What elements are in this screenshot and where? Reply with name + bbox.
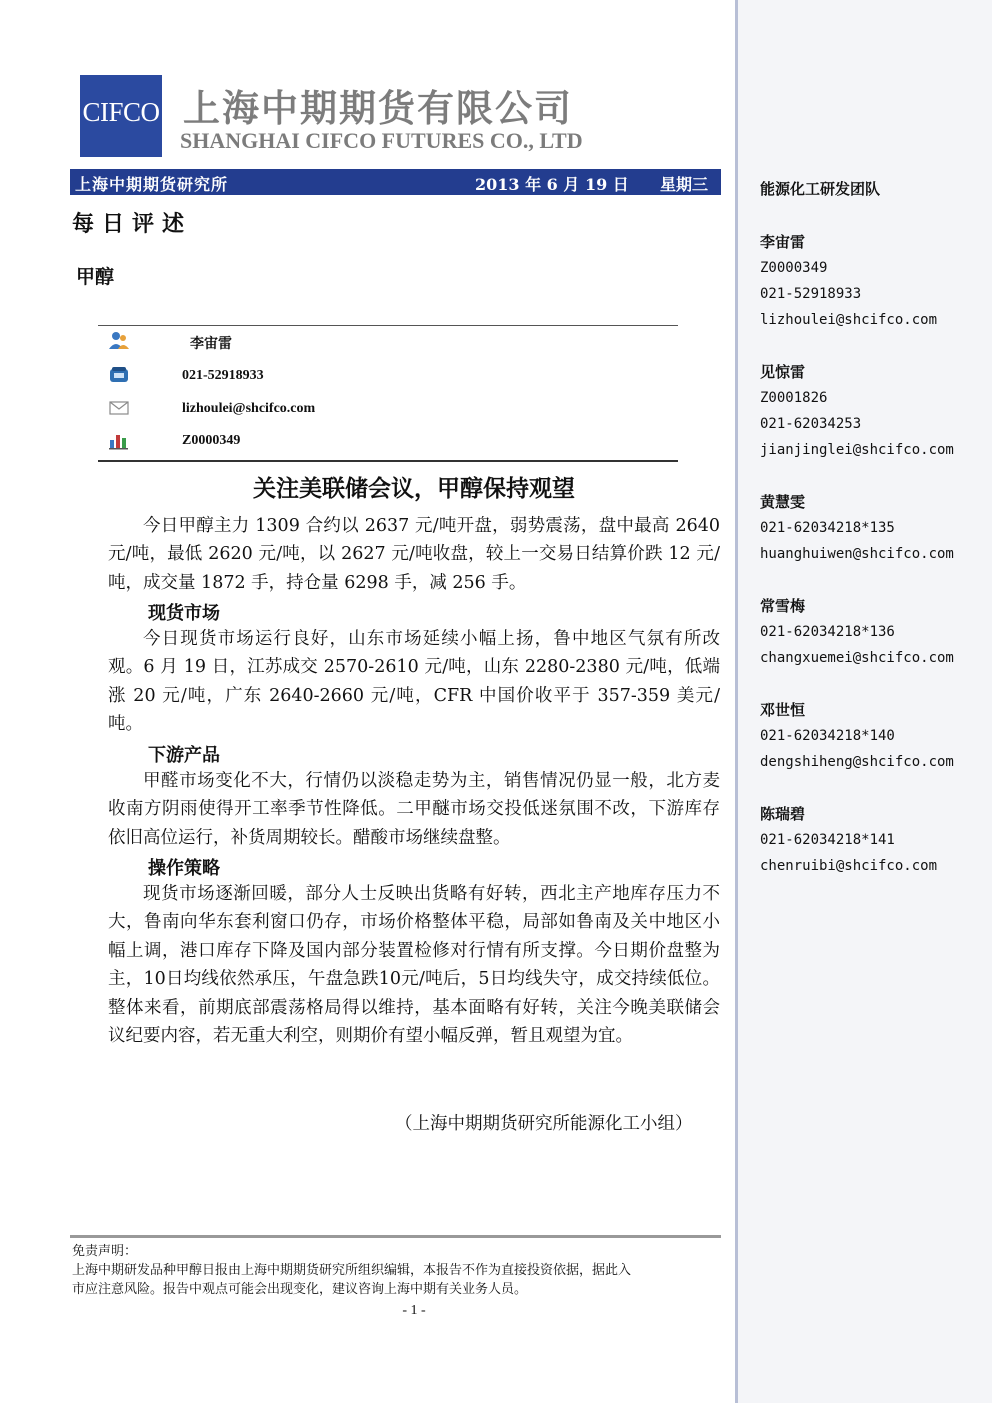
member-card [760, 359, 954, 463]
member-email[interactable]: lizhoulei@shcifco.com [760, 312, 938, 328]
report-weekday: 星期三 [660, 175, 709, 194]
institute-name: 上海中期期货研究所 [75, 175, 229, 194]
contact-email[interactable]: lizhoulei@shcifco.com [182, 401, 316, 416]
member-name: 李宙雷 [760, 233, 806, 251]
member-card [760, 697, 954, 775]
contact-box [98, 325, 678, 462]
member-name: 邓世恒 [760, 701, 806, 719]
member-email[interactable]: jianjinglei@shcifco.com [760, 442, 954, 458]
member-phone: 021-62034218*140 [760, 728, 895, 744]
member-card [760, 229, 937, 333]
footer-divider [70, 1235, 721, 1238]
member-email[interactable]: changxuemei@shcifco.com [760, 650, 954, 666]
member-license: Z0001826 [760, 390, 828, 406]
member-name: 见惊雷 [760, 363, 806, 381]
disclaimer [72, 1242, 722, 1299]
member-card [760, 801, 937, 879]
member-name: 黄慧雯 [760, 493, 806, 511]
member-card [760, 593, 954, 671]
company-logo [80, 75, 162, 157]
paragraph: 甲醛市场变化不大，行情仍以淡稳走势为主，销售情况仍显一般，北方麦收南方阴雨使得开工率季节性降低。二甲醚市场交投低迷氛围不改，下游库存依旧高位运行，补货周期较长。醋酸市场继续盘整。 [108, 771, 720, 848]
closing-signature: （上海中期期货研究所能源化工小组） [395, 1114, 693, 1134]
team-title: 能源化工研发团队 [760, 180, 881, 198]
member-phone: 021-62034218*141 [760, 832, 895, 848]
member-phone: 021-52918933 [760, 286, 862, 302]
member-name: 陈瑞碧 [760, 805, 806, 823]
intro-paragraph [108, 512, 720, 597]
page-number: - 1 - [402, 1303, 426, 1318]
spot-paragraph [108, 625, 720, 739]
member-email[interactable]: dengshiheng@shcifco.com [760, 754, 954, 770]
member-email[interactable]: chenruibi@shcifco.com [760, 858, 938, 874]
member-license: Z0000349 [760, 260, 828, 276]
mail-icon [108, 398, 130, 418]
section-title: 每日评述 [72, 211, 193, 237]
phone-icon [108, 365, 130, 385]
member-phone: 021-62034218*135 [760, 520, 895, 536]
disclaimer-line: 上海中期研发品种甲醇日报由上海中期期货研究所组织编辑，本报告不作为直接投资依据，据此入 [72, 1263, 632, 1278]
member-name: 常雪梅 [760, 597, 806, 615]
member-email[interactable]: huanghuiwen@shcifco.com [760, 546, 954, 562]
paragraph: 今日甲醇主力 1309 合约以 2637 元/吨开盘，弱势震荡，盘中最高 2640 元/吨，最低 2620 元/吨，以 2627 元/吨收盘，较上一交易日结算价跌 12 元/吨，成交量 1872 手，持仓量 6298 手，减 256 手。 [108, 516, 720, 593]
subheading-spot: 现货市场 [148, 603, 220, 624]
member-phone: 021-62034253 [760, 416, 862, 432]
header-band [70, 169, 721, 195]
subheading-strategy: 操作策略 [148, 858, 220, 879]
contact-license: Z0000349 [182, 433, 241, 448]
downstream-paragraph [108, 767, 720, 852]
report-date: 2013 年 6 月 19 日 [475, 175, 629, 194]
headline: 关注美联储会议，甲醇保持观望 [253, 475, 575, 502]
contact-phone: 021-52918933 [182, 368, 264, 383]
subheading-downstream: 下游产品 [148, 745, 220, 766]
company-name-en: SHANGHAI CIFCO FUTURES CO., LTD [180, 128, 583, 153]
contact-name: 李宙雷 [190, 337, 232, 352]
disclaimer-title: 免责声明： [72, 1244, 138, 1259]
disclaimer-line: 市应注意风险。报告中观点可能会出现变化，建议咨询上海中期有关业务人员。 [72, 1282, 528, 1297]
paragraph: 现货市场逐渐回暖，部分人士反映出货略有好转，西北主产地库存压力不大，鲁南向华东套利窗口仍存，市场价格整体平稳，局部如鲁南及关中地区小幅上调，港口库存下降及国内部分装置检修对行情有所支撑。今日期价盘整为主，10日均线依然承压，午盘急跌10元/吨后，5日均线失守，成交持续低位。整体来看，前期底部震荡格局得以维持，基本面略有好转，关注今晚美联储会议纪要内容，若无重大利空，则期价有望小幅反弹，暂且观望为宜。 [108, 884, 720, 1047]
company-name-cn: 上海中期期货有限公司 [183, 87, 573, 130]
chart-icon [108, 430, 130, 450]
strategy-paragraph [108, 880, 720, 1050]
user-icon [108, 330, 130, 350]
sidebar [735, 0, 992, 1403]
product-name: 甲醇 [76, 266, 115, 288]
paragraph: 今日现货市场运行良好，山东市场延续小幅上扬，鲁中地区气氛有所改观。6 月 19 日，江苏成交 2570-2610 元/吨，山东 2280-2380 元/吨，低端涨 20 元/吨，广东 2640-2660 元/吨，CFR 中国价收平于 357-359 美元/吨。 [108, 629, 720, 735]
logo-text: CIFCO [82, 97, 160, 127]
member-phone: 021-62034218*136 [760, 624, 895, 640]
